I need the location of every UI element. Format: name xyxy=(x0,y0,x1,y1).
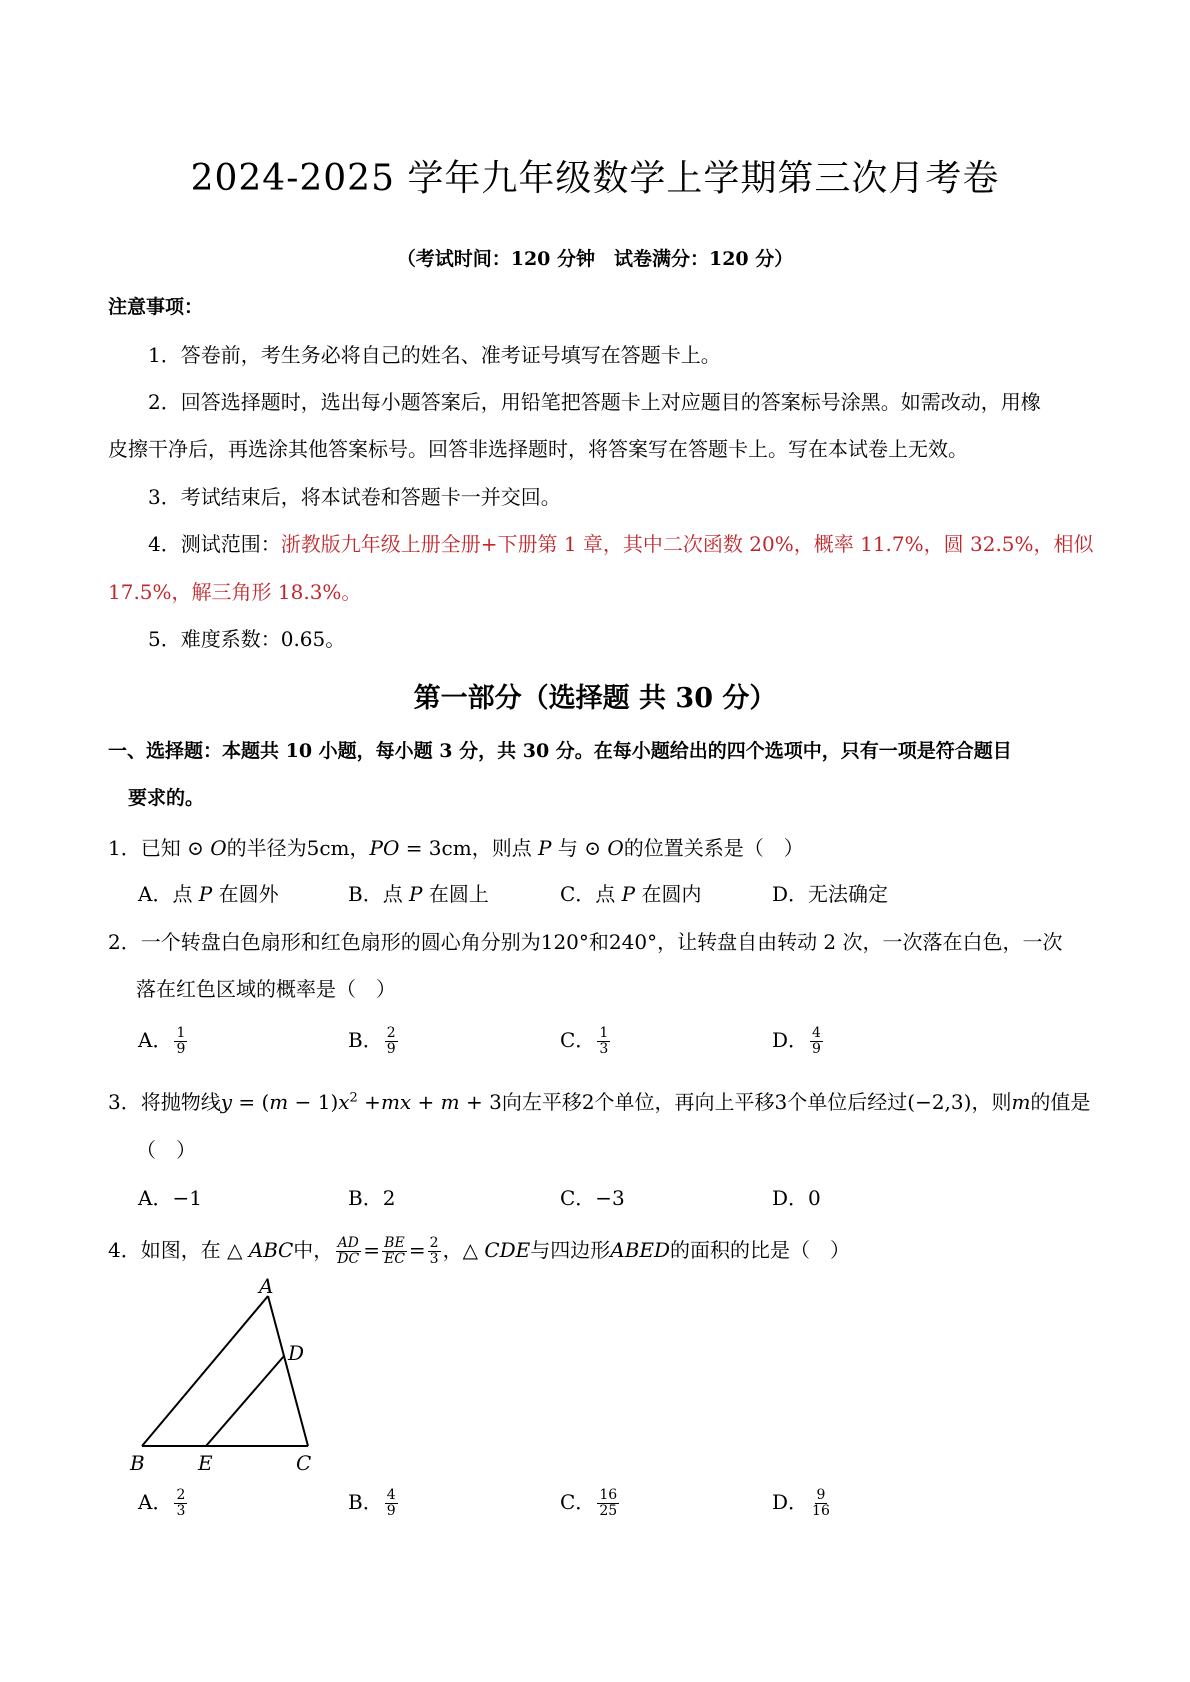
q4-c-num: 16 xyxy=(599,1487,618,1503)
q1-option-c: C．点 𝑃 在圆内 xyxy=(560,882,702,906)
q4-fraction-ratio xyxy=(428,1236,441,1267)
q2-a-num: 1 xyxy=(176,1025,186,1041)
q4-f3-num: 2 xyxy=(429,1235,439,1251)
q2-c-den: 3 xyxy=(599,1041,609,1057)
notice-item-1: 1．答卷前，考生务必将自己的姓名、准考证号填写在答题卡上。 xyxy=(148,343,721,367)
q4-option-d-fraction xyxy=(810,1488,832,1519)
question-3-line-2: （ ） xyxy=(136,1138,196,1162)
q4-option-c-label: C． xyxy=(560,1490,596,1514)
question-4 xyxy=(108,1234,850,1267)
triangle-figure xyxy=(128,1278,348,1478)
q2-option-d-fraction xyxy=(810,1026,823,1057)
q4-option-c-fraction xyxy=(597,1488,619,1519)
q4-f1-den: 𝐷𝐶 xyxy=(337,1251,360,1267)
q2-option-c-label: C． xyxy=(560,1028,596,1052)
notice-item-2a: 2．回答选择题时，选出每小题答案后，用铅笔把答题卡上对应题目的答案标号涂黑。如需改动，用橡 xyxy=(148,390,1041,414)
q2-d-den: 9 xyxy=(812,1041,821,1057)
q4-option-b xyxy=(348,1486,400,1519)
q4-option-c xyxy=(560,1486,621,1519)
q2-option-a-label: A． xyxy=(138,1028,173,1052)
q4-equals-1: = xyxy=(363,1238,380,1262)
q4-fraction-be-ec xyxy=(382,1236,407,1267)
q4-stem-post: ，△ 𝐶𝐷𝐸与四边形𝐴𝐵𝐸𝐷的面积的比是（ ） xyxy=(442,1238,851,1262)
question-3-line-1 xyxy=(108,1086,1090,1115)
exam-title: 2024-2025 学年九年级数学上学期第三次月考卷 xyxy=(190,158,1000,199)
notice-item-4-scope-cont: 17.5%，解三角形 18.3%。 xyxy=(108,580,362,604)
q2-option-a xyxy=(138,1024,189,1057)
instructions-line-2: 要求的。 xyxy=(128,787,205,809)
q4-stem-pre: 4．如图，在 △ 𝐴𝐵𝐶中， xyxy=(108,1238,334,1262)
q4-option-d-label: D． xyxy=(772,1490,809,1514)
q3-option-d: D．0 xyxy=(772,1186,821,1210)
q3-option-c: C．−3 xyxy=(560,1186,625,1210)
q3-stem-post: +𝑚𝑥 + 𝑚 + 3向左平移2个单位，再向上平移3个单位后经过(−2,3)，则𝑚的值是 xyxy=(357,1090,1091,1114)
side-ac xyxy=(268,1296,308,1446)
q1-option-a: A．点 𝑃 在圆外 xyxy=(138,882,279,906)
notice-item-2b: 皮擦干净后，再选涂其他答案标号。回答非选择题时，将答案写在答题卡上。写在本试卷上无效。 xyxy=(108,437,968,461)
q4-a-den: 3 xyxy=(176,1503,186,1519)
q4-c-den: 25 xyxy=(599,1503,618,1519)
notice-item-4 xyxy=(148,528,1094,557)
q2-option-b-label: B． xyxy=(348,1028,383,1052)
question-2-line-2: 落在红色区域的概率是（ ） xyxy=(136,977,396,1001)
q2-option-b-fraction xyxy=(385,1026,398,1057)
q2-option-d-label: D． xyxy=(772,1028,809,1052)
q2-c-num: 1 xyxy=(599,1025,609,1041)
notice-heading: 注意事项： xyxy=(108,296,204,318)
label-c: C xyxy=(296,1451,312,1475)
instructions-line-1: 一、选择题：本题共 10 小题，每小题 3 分，共 30 分。在每小题给出的四个选项中，只有一项是符合题目 xyxy=(108,740,1012,762)
q2-b-num: 2 xyxy=(386,1025,396,1041)
q2-d-num: 4 xyxy=(812,1025,821,1041)
label-e: E xyxy=(198,1451,213,1475)
q1-option-b: B．点 𝑃 在圆上 xyxy=(348,882,489,906)
q2-a-den: 9 xyxy=(176,1041,186,1057)
q1-option-d: D．无法确定 xyxy=(772,882,889,906)
q2-b-den: 9 xyxy=(386,1041,396,1057)
q4-option-b-label: B． xyxy=(348,1490,383,1514)
q4-option-a-fraction xyxy=(174,1488,187,1519)
q4-equals-2: = xyxy=(408,1238,426,1262)
q4-option-d xyxy=(772,1486,834,1519)
q4-option-b-fraction xyxy=(385,1488,398,1519)
q4-f2-den: 𝐸𝐶 xyxy=(383,1251,405,1267)
q4-b-num: 4 xyxy=(386,1487,396,1503)
q2-option-b xyxy=(348,1024,400,1057)
q3-exponent: 2 xyxy=(349,1090,358,1106)
label-a: A xyxy=(259,1278,274,1298)
q2-option-a-fraction xyxy=(174,1026,187,1057)
exam-subtitle: （考试时间：120 分钟 试卷满分：120 分） xyxy=(396,248,794,270)
q3-option-b: B．2 xyxy=(348,1186,396,1210)
q4-d-den: 16 xyxy=(812,1503,830,1519)
q3-option-a: A．−1 xyxy=(138,1186,202,1210)
q3-stem-pre: 3．将抛物线𝑦 = (𝑚 − 1)𝑥 xyxy=(108,1090,350,1114)
q4-b-den: 9 xyxy=(386,1503,396,1519)
q4-option-a xyxy=(138,1486,189,1519)
question-2-line-1: 2．一个转盘白色扇形和红色扇形的圆心角分别为120°和240°，让转盘自由转动 2 次，一次落在白色，一次 xyxy=(108,930,1063,954)
q4-f2-num: 𝐵𝐸 xyxy=(384,1235,405,1251)
segment-de xyxy=(206,1356,284,1446)
side-ab xyxy=(142,1296,268,1446)
q2-option-d xyxy=(772,1024,825,1057)
q2-option-c-fraction xyxy=(597,1026,610,1057)
q4-a-num: 2 xyxy=(176,1487,186,1503)
q4-f3-den: 3 xyxy=(429,1251,439,1267)
q4-option-a-label: A． xyxy=(138,1490,173,1514)
q4-d-num: 9 xyxy=(816,1487,826,1503)
section-title: 第一部分（选择题 共 30 分） xyxy=(413,683,777,714)
notice-item-5: 5．难度系数：0.65。 xyxy=(148,627,346,651)
label-b: B xyxy=(130,1451,145,1475)
question-1: 1．已知 ⊙ 𝑂的半径为5cm，𝑃𝑂 = 3cm，则点 𝑃 与 ⊙ 𝑂的位置关系是（ ） xyxy=(108,836,804,860)
notice-item-4-prefix: 4．测试范围： xyxy=(148,532,281,556)
q4-fraction-ad-dc xyxy=(335,1236,361,1267)
q4-f1-num: 𝐴𝐷 xyxy=(337,1235,359,1251)
notice-item-4-scope: 浙教版九年级上册全册+下册第 1 章，其中二次函数 20%，概率 11.7%，圆 32.5%，相似 xyxy=(280,532,1094,556)
notice-item-3: 3．考试结束后，将本试卷和答题卡一并交回。 xyxy=(148,485,561,509)
label-d: D xyxy=(288,1341,305,1365)
q2-option-c xyxy=(560,1024,612,1057)
